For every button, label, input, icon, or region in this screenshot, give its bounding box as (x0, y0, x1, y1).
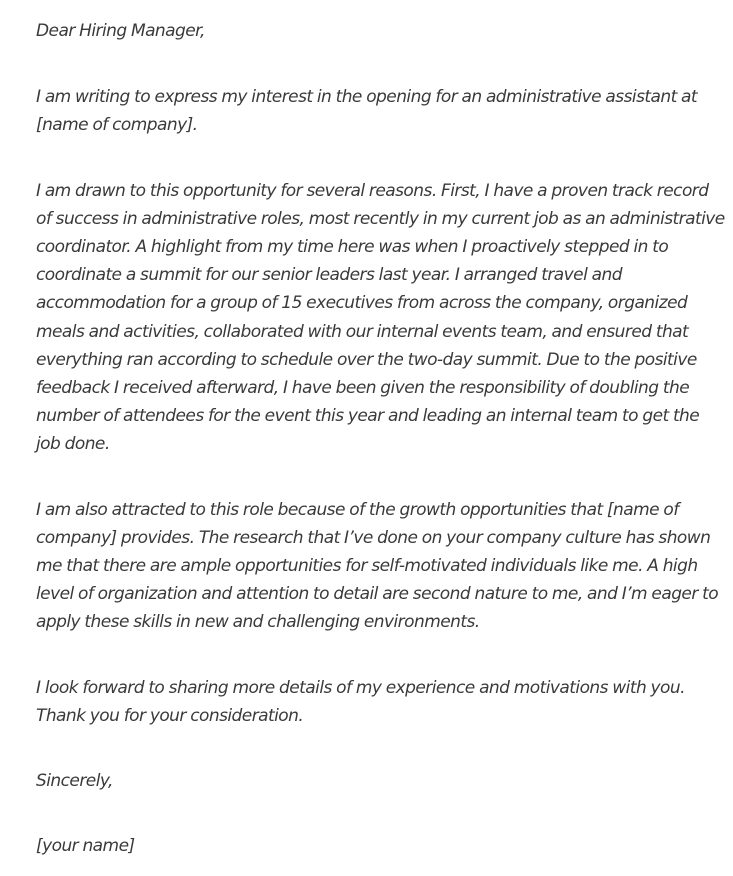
letter-paragraph-thanks: I look forward to sharing more details of my experience and motivations with you. Thank you for your consideration. (36, 677, 685, 726)
letter-salutation: Dear Hiring Manager, (36, 21, 205, 41)
letter-paragraph-growth: I am also attracted to this role because of the growth opportunities that [name of company] provides. The research that I’ve done on your company culture has shown me that there are ample opportunities for self-motivated individuals like me. A high level of organization and attention to detail are second nature to me, and I’m eager to apply these skills in new and challenging environments. (36, 499, 719, 633)
letter-closing: Sincerely, (36, 771, 113, 792)
cover-letter (36, 17, 726, 860)
letter-signature: [your name] (36, 836, 135, 857)
letter-paragraph-intro: I am writing to express my interest in the opening for an administrative assistant at [name of company]. (36, 87, 698, 136)
letter-paragraph-experience: I am drawn to this opportunity for several reasons. First, I have a proven track record of success in administrative roles, most recently in my current job as an administrative coordinator. A highlight from my time here was when I proactively stepped in to coordinate a summit for our senior leaders last year. I arranged travel and accommodation for a group of 15 executives from across the company, organized meals and activities, collaborated with our internal events team, and ensured that everything ran according to schedule over the two-day summit. Due to the positive feedback I received afterward, I have been given the responsibility of doubling the number of attendees for the event this year and leading an internal team to get the job done. (36, 180, 725, 455)
